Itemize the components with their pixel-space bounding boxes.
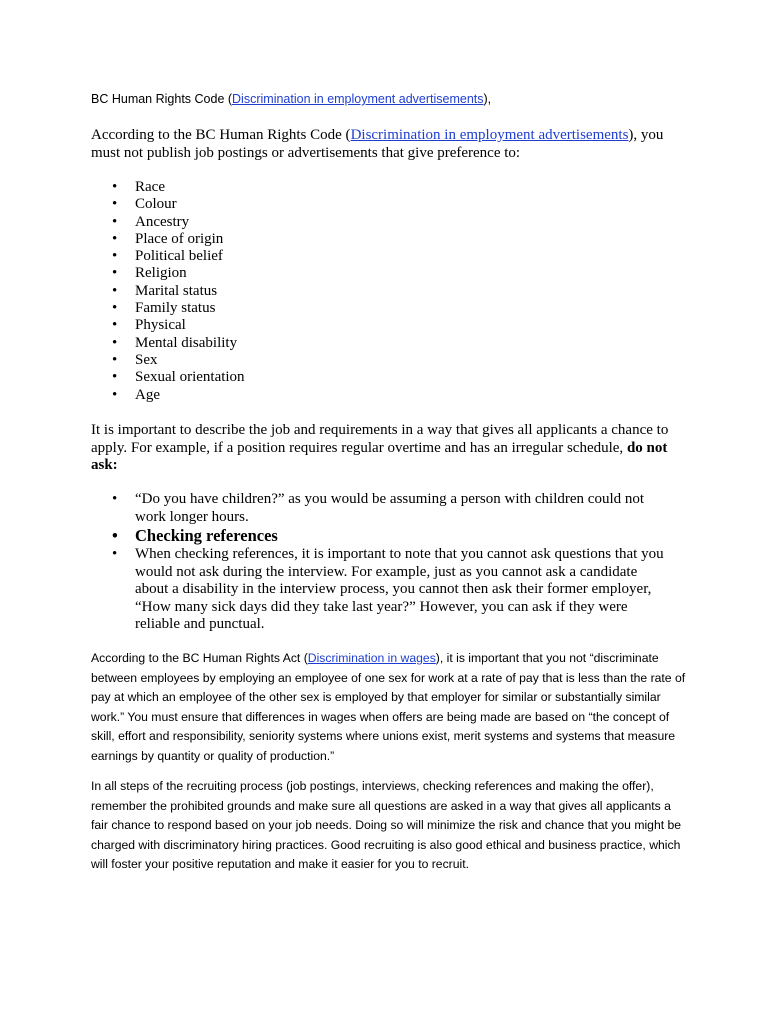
discrimination-in-wages-link[interactable]: Discrimination in wages — [307, 651, 436, 665]
list-item: • Physical — [91, 317, 245, 334]
heading-suffix: ), — [483, 92, 492, 106]
checking-references-item: • When checking references, it is important to note that you cannot ask questions that you would not ask during the interview. For example, just as you cannot ask a candidate about a disability in the interview process, you cannot then ask their former employer, “How many sick days did they take last year?” However, you can ask if they were reliable and punctual. — [91, 546, 671, 634]
list-item: • Political belief — [91, 248, 245, 265]
paragraph3-suffix: ), it is important that you not “discriminate between employees by employing an employee of one sex for work at a rate of pay that is less than the rate of pay at which an employee of the other sex is employed by that employer for similar or substantially similar work.” You must ensure that differences in wages when offers are being made are based on “the concept of skill, effort and responsibility, seniority systems where unions exist, merit systems and systems that measure earnings by quantity or quality of production.” — [91, 651, 686, 763]
intro-prefix: According to the BC Human Rights Code ( — [91, 127, 351, 143]
list-item: • Religion — [91, 265, 245, 282]
prohibited-grounds-list — [91, 179, 245, 404]
examples-list — [91, 491, 671, 634]
heading-prefix: BC Human Rights Code ( — [91, 92, 233, 106]
list-item: • Race — [91, 179, 245, 196]
list-item: • Age — [91, 387, 245, 404]
list-item: • Colour — [91, 196, 245, 213]
intro-paragraph — [91, 126, 681, 162]
paragraph2-text: It is important to describe the job and requirements in a way that gives all applicants a chance to apply. For example, if a position requires regular overtime and has an irregular schedule, — [91, 422, 669, 456]
paragraph3-prefix: According to the BC Human Rights Act ( — [91, 651, 308, 665]
list-item: • Place of origin — [91, 231, 245, 248]
intro-employment-ads-link[interactable]: Discrimination in employment advertisements — [350, 127, 629, 143]
list-item: • Sex — [91, 352, 245, 369]
list-item: • Marital status — [91, 283, 245, 300]
list-item: • Family status — [91, 300, 245, 317]
intro-suffix: ), you must not publish job postings or advertisements that give preference to: — [91, 127, 664, 161]
children-question-item: • “Do you have children?” as you would be assuming a person with children could not work longer hours. — [91, 491, 671, 526]
employment-ads-link[interactable]: Discrimination in employment advertisements — [232, 92, 484, 106]
recruiting-process-paragraph: In all steps of the recruiting process (job postings, interviews, checking references and making the offer), remember the prohibited grounds and make sure all questions are asked in a way that gives all applicants a fair chance to respond based on your job needs. Doing so will minimize the risk and chance that you might be charged with discriminatory hiring practices. Good recruiting is also good ethical and business practice, which will foster your positive reputation and make it easier for you to recruit. — [91, 779, 682, 872]
wages-paragraph — [91, 649, 691, 767]
list-item: • Sexual orientation — [91, 369, 245, 386]
list-item: • Ancestry — [91, 214, 245, 231]
code-heading — [91, 90, 491, 108]
describe-job-paragraph — [91, 422, 681, 475]
checking-references-heading: • Checking references — [91, 526, 671, 546]
list-item: • Mental disability — [91, 335, 245, 352]
do-not-ask-text: do not ask: — [91, 439, 668, 473]
